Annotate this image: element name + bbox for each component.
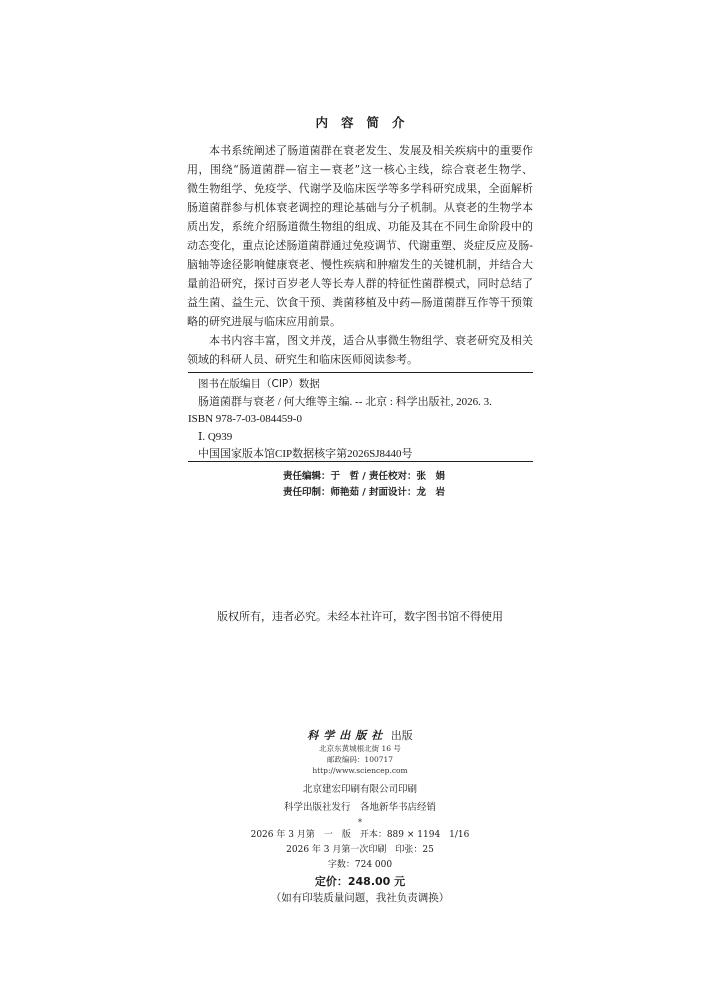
publisher-imprint [0,728,720,829]
editors-row-2: 责任印制：师艳茹 / 封面设计：龙 岩 [282,487,446,498]
summary-title: 内容简介 [315,115,418,130]
publisher-brand: 科学出版社 [307,729,388,742]
summary-line: 微生物组学、免疫学、代谢学及临床医学等多学科研究成果，全面解析 [187,182,533,195]
cip-classification: Ⅰ. Q939 [198,430,233,443]
word-count: 字数：724 000 [327,860,393,870]
cip-heading: 图书在版编目（CIP）数据 [198,378,320,390]
distribution: 科学出版社发行 各地新华书店经销 [283,802,436,813]
cip-isbn: ISBN 978-7-03-084459-0 [188,413,302,425]
edition-info: 2026 年 3 月第 一 版 开本：889 × 1194 1/16 [250,830,470,840]
publisher-postcode: 邮政编码：100717 [326,755,394,764]
summary-line: 肠道菌群参与机体衰老调控的理论基础与分子机制。从衰老的生物学本 [187,201,533,214]
editors-credits [0,469,720,501]
summary-line: 用，围绕“肠道菌群—宿主—衰老”这一核心主线，综合衰老生物学、 [187,163,533,176]
publisher-suffix: 出版 [390,729,413,742]
summary-line: 领域的科研人员、研究生和临床医师阅读参考。 [187,353,418,366]
summary-line: 质出发，系统介绍肠道微生物组的组成、功能及其在不同生命阶段中的 [187,220,533,233]
summary-line: 本书系统阐述了肠道菌群在衰老发生、发展及相关疾病中的重要作 [209,144,533,157]
publisher-address: 北京东黄城根北街 16 号 [319,744,401,753]
cip-approval: 中国国家版本馆CIP数据核字第2026SJ8440号 [198,448,413,460]
summary-line: 动态变化，重点论述肠道菌群通过免疫调节、代谢重塑、炎症反应及肠- [187,239,533,252]
publication-specs [0,828,720,906]
separator-mark: * [358,818,362,827]
summary-line: 益生菌、益生元、饮食干预、粪菌移植及中药—肠道菌群互作等干预策 [187,296,533,309]
summary-line: 略的研究进展与临床应用前景。 [187,315,341,328]
cip-top-divider [188,372,533,373]
printer: 北京建宏印刷有限公司印刷 [302,784,417,795]
summary-line: 脑轴等途径影响健康衰老、慢性疾病和肿瘤发生的关键机制，并结合大 [187,258,533,271]
cip-bottom-divider [188,461,533,462]
summary-line: 量前沿研究，探讨百岁老人等长寿人群的特征性菌群模式，同时总结了 [187,277,533,290]
cip-data-block [188,376,533,464]
printing-info: 2026 年 3 月第一次印刷 印张：25 [286,845,434,855]
quality-notice: （如有印装质量问题，我社负责调换） [270,892,450,904]
copyright-notice: 版权所有，违者必究。未经本社许可，数字图书馆不得使用 [217,610,503,623]
publisher-url: http://www.sciencep.com [312,766,408,775]
summary-body [187,141,533,369]
price: 定价：248.00 元 [314,875,406,888]
cip-record: 肠道菌群与衰老 / 何大维等主编. -- 北京 : 科学出版社, 2026. 3. [198,395,492,408]
summary-line: 本书内容丰富，图文并茂，适合从事微生物组学、衰老研究及相关 [209,334,533,347]
editors-row-1: 责任编辑：于 哲 / 责任校对：张 娟 [282,471,446,482]
publisher-line [0,728,720,743]
